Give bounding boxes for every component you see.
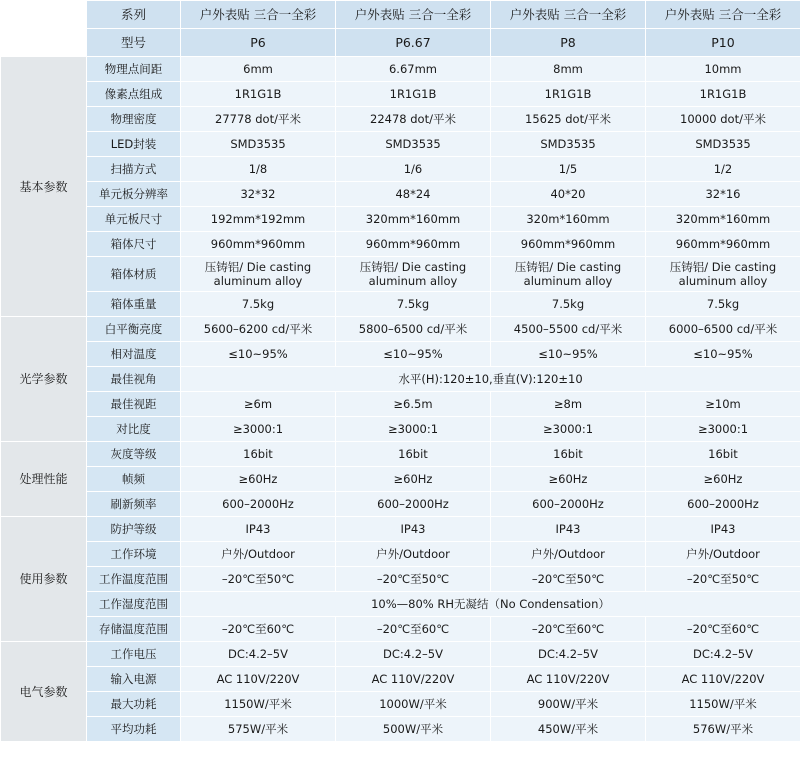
value-cell: DC:4.2–5V (336, 642, 491, 667)
value-cell: ≤10~95% (491, 342, 646, 367)
value-line-2: aluminum alloy (368, 274, 458, 288)
param-label: 存储温度范围 (87, 617, 181, 642)
header-row-model (1, 29, 800, 57)
value-cell: ≥60Hz (181, 467, 336, 492)
value-cell: 6000–6500 cd/平米 (646, 317, 800, 342)
value-cell: 960mm*960mm (336, 232, 491, 257)
header-corner (1, 1, 87, 29)
param-label: 最佳视角 (87, 367, 181, 392)
value-cell: SMD3535 (491, 132, 646, 157)
param-label: 最大功耗 (87, 692, 181, 717)
series-p8: 户外表贴 三合一全彩 (491, 1, 646, 29)
value-cell: ≥10m (646, 392, 800, 417)
category-usage-params: 使用参数 (1, 517, 87, 642)
value-cell: 32*32 (181, 182, 336, 207)
value-cell: ≥3000:1 (646, 417, 800, 442)
param-label: 工作湿度范围 (87, 592, 181, 617)
param-label: 物理点间距 (87, 57, 181, 82)
table-row (1, 592, 800, 617)
value-cell: 16bit (181, 442, 336, 467)
value-cell: 1/5 (491, 157, 646, 182)
value-cell: 320m*160mm (491, 207, 646, 232)
table-row (1, 442, 800, 467)
header-corner-2 (1, 29, 87, 57)
value-cell: AC 110V/220V (336, 667, 491, 692)
table-row (1, 342, 800, 367)
table-row (1, 82, 800, 107)
value-cell: 户外/Outdoor (646, 542, 800, 567)
value-cell: 48*24 (336, 182, 491, 207)
value-cell: 320mm*160mm (646, 207, 800, 232)
value-cell: 960mm*960mm (181, 232, 336, 257)
table-row (1, 107, 800, 132)
value-cell: 900W/平米 (491, 692, 646, 717)
value-cell: 960mm*960mm (646, 232, 800, 257)
param-label: 防护等级 (87, 517, 181, 542)
value-cell: 5600–6200 cd/平米 (181, 317, 336, 342)
value-cell: 10mm (646, 57, 800, 82)
value-cell: –20℃至50℃ (646, 567, 800, 592)
value-cell: –20℃至60℃ (336, 617, 491, 642)
value-cell: 600–2000Hz (336, 492, 491, 517)
value-cell: ≤10~95% (181, 342, 336, 367)
table-row (1, 492, 800, 517)
table-row (1, 717, 800, 742)
value-cell: –20℃至60℃ (646, 617, 800, 642)
merged-value: 水平(H):120±10,垂直(V):120±10 (181, 367, 800, 392)
value-cell: ≥8m (491, 392, 646, 417)
value-cell: 户外/Outdoor (336, 542, 491, 567)
model-p6: P6 (181, 29, 336, 57)
value-cell: 10000 dot/平米 (646, 107, 800, 132)
value-cell: 15625 dot/平米 (491, 107, 646, 132)
value-cell: 7.5kg (336, 292, 491, 317)
value-cell: ≤10~95% (646, 342, 800, 367)
value-cell: 6.67mm (336, 57, 491, 82)
value-cell: 1R1G1B (646, 82, 800, 107)
param-label: 工作温度范围 (87, 567, 181, 592)
value-cell: 32*16 (646, 182, 800, 207)
table-row (1, 257, 800, 292)
table-row (1, 132, 800, 157)
param-label: 单元板分辨率 (87, 182, 181, 207)
table-row (1, 542, 800, 567)
value-cell: 1R1G1B (336, 82, 491, 107)
table-row (1, 667, 800, 692)
value-cell: –20℃至50℃ (336, 567, 491, 592)
param-label: 灰度等级 (87, 442, 181, 467)
value-cell: 22478 dot/平米 (336, 107, 491, 132)
value-cell: 320mm*160mm (336, 207, 491, 232)
value-cell: ≥3000:1 (336, 417, 491, 442)
value-cell: 960mm*960mm (491, 232, 646, 257)
value-cell: 600–2000Hz (491, 492, 646, 517)
value-cell: AC 110V/220V (646, 667, 800, 692)
series-p6: 户外表贴 三合一全彩 (181, 1, 336, 29)
value-cell: 1150W/平米 (646, 692, 800, 717)
param-label: 白平衡亮度 (87, 317, 181, 342)
value-cell: SMD3535 (181, 132, 336, 157)
value-cell: 户外/Outdoor (181, 542, 336, 567)
value-cell: 450W/平米 (491, 717, 646, 742)
value-cell: ≥60Hz (336, 467, 491, 492)
param-label: 刷新频率 (87, 492, 181, 517)
value-cell: 27778 dot/平米 (181, 107, 336, 132)
value-cell: SMD3535 (646, 132, 800, 157)
model-p6-67: P6.67 (336, 29, 491, 57)
value-cell: 8mm (491, 57, 646, 82)
spec-table-body (1, 1, 800, 742)
table-row (1, 292, 800, 317)
value-cell: 6mm (181, 57, 336, 82)
series-label: 系列 (87, 1, 181, 29)
table-row (1, 157, 800, 182)
value-cell: 7.5kg (491, 292, 646, 317)
category-optical-params: 光学参数 (1, 317, 87, 442)
param-label: 扫描方式 (87, 157, 181, 182)
value-cell: –20℃至60℃ (491, 617, 646, 642)
table-row (1, 467, 800, 492)
value-cell: 1/2 (646, 157, 800, 182)
value-cell: ≥60Hz (491, 467, 646, 492)
value-cell: IP43 (181, 517, 336, 542)
value-cell: IP43 (336, 517, 491, 542)
param-label: 最佳视距 (87, 392, 181, 417)
value-cell: 1150W/平米 (181, 692, 336, 717)
value-cell: 1R1G1B (491, 82, 646, 107)
table-row (1, 617, 800, 642)
value-cell: 户外/Outdoor (491, 542, 646, 567)
model-label: 型号 (87, 29, 181, 57)
value-cell: 7.5kg (646, 292, 800, 317)
param-label: 像素点组成 (87, 82, 181, 107)
table-row (1, 232, 800, 257)
value-cell: –20℃至50℃ (181, 567, 336, 592)
model-p10: P10 (646, 29, 800, 57)
value-cell: DC:4.2–5V (491, 642, 646, 667)
value-cell: 7.5kg (181, 292, 336, 317)
value-cell: ≥60Hz (646, 467, 800, 492)
value-cell: 1000W/平米 (336, 692, 491, 717)
value-cell (336, 257, 491, 292)
value-cell: 575W/平米 (181, 717, 336, 742)
merged-value: 10%—80% RH无凝结（No Condensation） (181, 592, 800, 617)
value-line-2: aluminum alloy (523, 274, 613, 288)
value-cell: 16bit (491, 442, 646, 467)
param-label: 输入电源 (87, 667, 181, 692)
value-cell (491, 257, 646, 292)
category-basic-params: 基本参数 (1, 57, 87, 317)
value-cell (646, 257, 800, 292)
header-row-series (1, 1, 800, 29)
value-line-1: 压铸铝/ Die casting (359, 260, 467, 274)
value-cell: 5800–6500 cd/平米 (336, 317, 491, 342)
param-label: 箱体材质 (87, 257, 181, 292)
value-cell: ≤10~95% (336, 342, 491, 367)
value-cell: ≥3000:1 (181, 417, 336, 442)
value-cell: AC 110V/220V (181, 667, 336, 692)
value-cell: 600–2000Hz (646, 492, 800, 517)
value-cell: 1R1G1B (181, 82, 336, 107)
value-cell: 500W/平米 (336, 717, 491, 742)
param-label: 对比度 (87, 417, 181, 442)
category-processing-performance: 处理性能 (1, 442, 87, 517)
table-row (1, 367, 800, 392)
table-row (1, 417, 800, 442)
param-label: 箱体尺寸 (87, 232, 181, 257)
value-cell: ≥3000:1 (491, 417, 646, 442)
table-row (1, 57, 800, 82)
value-cell: 1/6 (336, 157, 491, 182)
value-cell: 40*20 (491, 182, 646, 207)
param-label: 平均功耗 (87, 717, 181, 742)
value-line-1: 压铸铝/ Die casting (669, 260, 777, 274)
category-electrical-params: 电气参数 (1, 642, 87, 742)
param-label: 箱体重量 (87, 292, 181, 317)
value-line-1: 压铸铝/ Die casting (204, 260, 312, 274)
table-row (1, 567, 800, 592)
value-cell: 4500–5500 cd/平米 (491, 317, 646, 342)
value-cell: –20℃至50℃ (491, 567, 646, 592)
table-row (1, 692, 800, 717)
table-row (1, 642, 800, 667)
table-row (1, 182, 800, 207)
value-cell: 600–2000Hz (181, 492, 336, 517)
value-cell: 1/8 (181, 157, 336, 182)
param-label: 工作电压 (87, 642, 181, 667)
value-cell: 16bit (336, 442, 491, 467)
value-cell: 192mm*192mm (181, 207, 336, 232)
param-label: 工作环境 (87, 542, 181, 567)
series-p6-67: 户外表贴 三合一全彩 (336, 1, 491, 29)
value-cell: ≥6m (181, 392, 336, 417)
value-cell: AC 110V/220V (491, 667, 646, 692)
value-cell: SMD3535 (336, 132, 491, 157)
table-row (1, 317, 800, 342)
table-row (1, 517, 800, 542)
value-cell: 576W/平米 (646, 717, 800, 742)
value-cell: DC:4.2–5V (646, 642, 800, 667)
param-label: LED封装 (87, 132, 181, 157)
series-p10: 户外表贴 三合一全彩 (646, 1, 800, 29)
value-cell: ≥6.5m (336, 392, 491, 417)
param-label: 物理密度 (87, 107, 181, 132)
value-cell: –20℃至60℃ (181, 617, 336, 642)
model-p8: P8 (491, 29, 646, 57)
value-line-2: aluminum alloy (213, 274, 303, 288)
param-label: 帧频 (87, 467, 181, 492)
value-line-2: aluminum alloy (678, 274, 768, 288)
param-label: 相对温度 (87, 342, 181, 367)
value-cell (181, 257, 336, 292)
param-label: 单元板尺寸 (87, 207, 181, 232)
table-row (1, 392, 800, 417)
value-cell: IP43 (491, 517, 646, 542)
value-cell: IP43 (646, 517, 800, 542)
value-cell: 16bit (646, 442, 800, 467)
table-row (1, 207, 800, 232)
value-line-1: 压铸铝/ Die casting (514, 260, 622, 274)
value-cell: DC:4.2–5V (181, 642, 336, 667)
